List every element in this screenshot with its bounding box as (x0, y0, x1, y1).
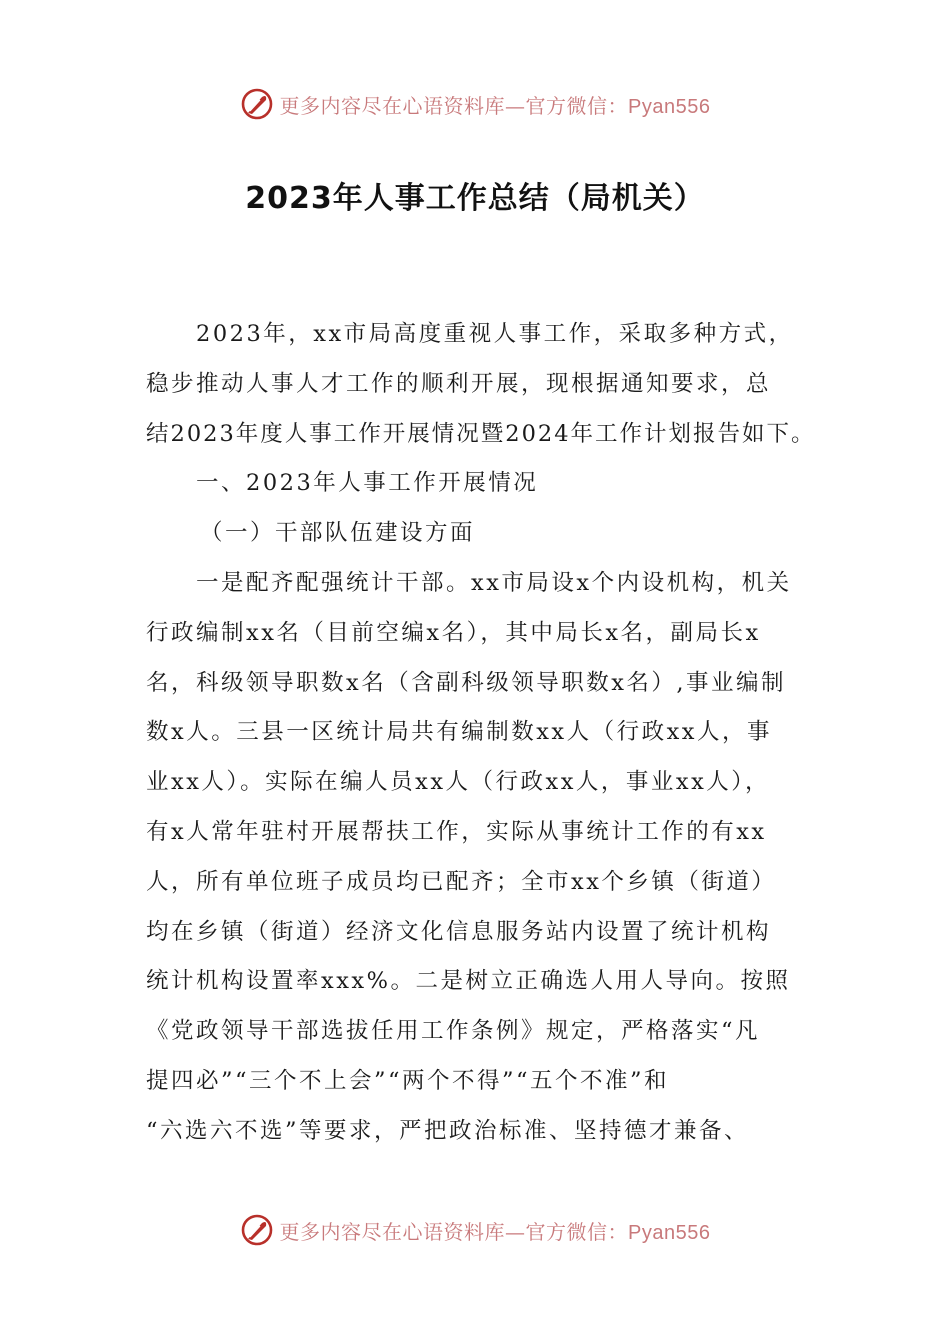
document-body (146, 310, 816, 1157)
header-banner (0, 82, 950, 126)
paragraph-line: 数x人。三县一区统计局共有编制数xx人（行政xx人，事 (146, 719, 772, 746)
paragraph-line: 结2023年度人事工作开展情况暨2024年工作计划报告如下。 (146, 420, 816, 447)
paragraph-line: 稳步推动人事人才工作的顺利开展，现根据通知要求，总 (146, 370, 772, 397)
paragraph-line: 《党政领导干部选拔任用工作条例》规定，严格落实“凡 (146, 1018, 761, 1045)
footer-banner (0, 1208, 950, 1252)
subsection-heading: （一）干部队伍建设方面 (200, 520, 476, 547)
paragraph-line: “六选六不选”等要求，严把政治标准、坚持德才兼备、 (146, 1117, 750, 1144)
paragraph-line: 名，科级领导职数x名（含副科级领导职数x名）,事业编制 (146, 669, 787, 696)
section-heading: 一、2023年人事工作开展情况 (196, 470, 539, 497)
feather-pen-logo-icon (240, 1213, 274, 1247)
paragraph-line: 提四必”“三个不上会”“两个不得”“五个不准”和 (146, 1067, 670, 1094)
banner-text: 更多内容尽在心语资料库—官方微信：Pyan556 (279, 1219, 711, 1244)
paragraph-line: 统计机构设置率xxx%。二是树立正确选人用人导向。按照 (146, 968, 791, 995)
banner-text: 更多内容尽在心语资料库—官方微信：Pyan556 (279, 93, 711, 118)
paragraph-line: 有x人常年驻村开展帮扶工作，实际从事统计工作的有xx (146, 818, 767, 845)
paragraph-line: 行政编制xx名（目前空编x名），其中局长x名，副局长x (146, 619, 761, 646)
paragraph-line: 2023年，xx市局高度重视人事工作，采取多种方式， (196, 321, 794, 347)
paragraph-line: 一是配齐配强统计干部。xx市局设x个内设机构，机关 (196, 569, 792, 596)
document-title: 2023年人事工作总结（局机关） (245, 181, 705, 216)
paragraph-line: 人，所有单位班子成员均已配齐；全市xx个乡镇（街道） (146, 868, 777, 895)
paragraph-line: 业xx人）。实际在编人员xx人（行政xx人，事业xx人）， (146, 769, 771, 796)
feather-pen-logo-icon (240, 87, 274, 121)
paragraph-line: 均在乡镇（街道）经济文化信息服务站内设置了统计机构 (146, 918, 772, 945)
